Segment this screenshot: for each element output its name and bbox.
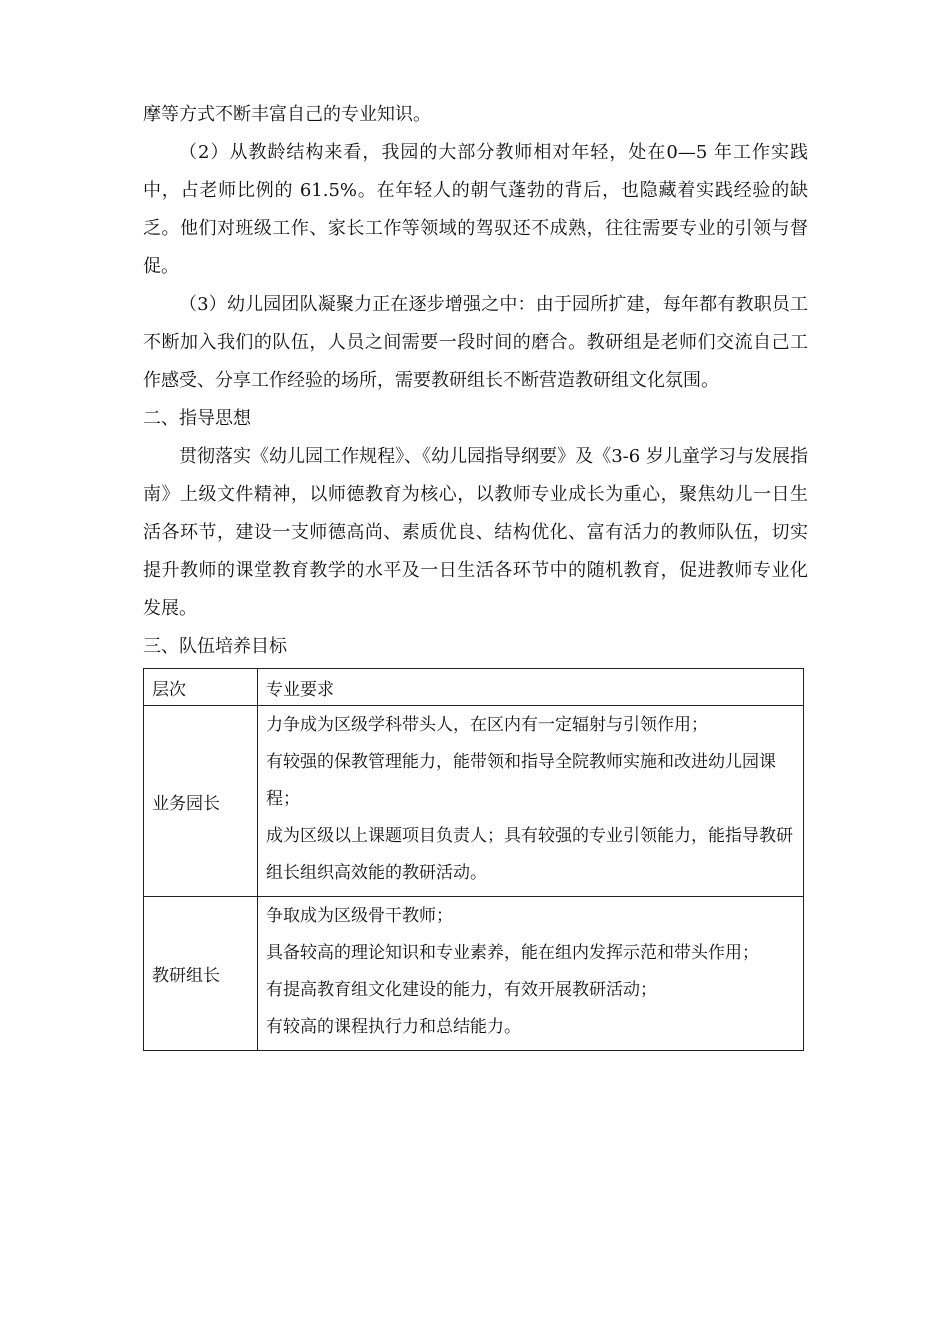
table-row [144, 706, 804, 897]
section-heading-guiding-ideas: 二、指导思想 [143, 408, 251, 429]
requirement-line: 具备较高的理论知识和专业素养，能在组内发挥示范和带头作用； [266, 943, 759, 963]
requirement-line: 有较强的保教管理能力，能带领和指导全院教师实施和改进幼儿园课程； [266, 752, 776, 809]
section-heading-training-goals: 三、队伍培养目标 [143, 636, 287, 657]
table-header-row [144, 669, 804, 706]
table-header-level: 层次 [144, 669, 258, 706]
document-page [143, 96, 808, 1051]
row-level-cell: 业务园长 [144, 706, 258, 897]
training-goals-table [143, 668, 804, 1051]
table-row [144, 897, 804, 1051]
row-level-cell: 教研组长 [144, 897, 258, 1051]
paragraph-guiding-ideas: 贯彻落实《幼儿园工作规程》、《幼儿园指导纲要》及《3-6 岁儿童学习与发展指南》上级文件精神，以师德教育为核心，以教师专业成长为重心，聚焦幼儿一日生活各环节，建设一支师德高尚、素质优良、结构优化、富有活力的教师队伍，切实提升教师的课堂教育教学的水平及一日生活各环节中的随机教育，促进教师专业化发展。 [143, 446, 808, 619]
paragraph-continuation: 摩等方式不断丰富自己的专业知识。 [143, 104, 431, 125]
requirement-line: 力争成为区级学科带头人，在区内有一定辐射与引领作用； [266, 715, 708, 735]
paragraph-teaching-age: （2）从教龄结构来看，我园的大部分教师相对年轻，处在0—5 年工作实践中，占老师比例的 61.5%。在年轻人的朝气蓬勃的背后，也隐藏着实践经验的缺乏。他们对班级工作、家长工作等领域的驾驭还不成熟，往往需要专业的引领与督促。 [143, 142, 808, 277]
row-requirements-cell [258, 897, 804, 1051]
requirement-line: 有较高的课程执行力和总结能力。 [266, 1017, 521, 1037]
requirement-line: 争取成为区级骨干教师； [266, 906, 453, 926]
requirement-line: 有提高教育组文化建设的能力，有效开展教研活动； [266, 980, 657, 1000]
paragraph-team-cohesion: （3）幼儿园团队凝聚力正在逐步增强之中：由于园所扩建，每年都有教职员工不断加入我们的队伍，人员之间需要一段时间的磨合。教研组是老师们交流自己工作感受、分享工作经验的场所，需要教研组长不断营造教研组文化氛围。 [143, 294, 808, 391]
requirement-line: 成为区级以上课题项目负责人；具有较强的专业引领能力，能指导教研组长组织高效能的教研活动。 [266, 826, 793, 883]
row-requirements-cell [258, 706, 804, 897]
table-header-requirements: 专业要求 [258, 669, 804, 706]
